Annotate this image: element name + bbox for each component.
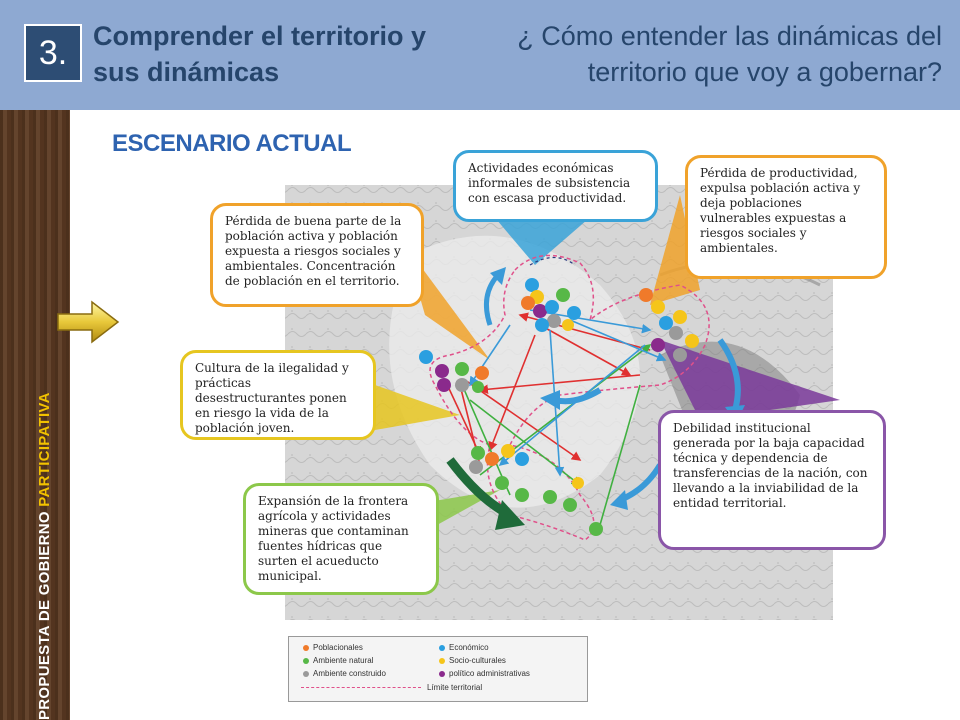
economic-dot [659, 316, 673, 330]
legend-boundary-line [301, 687, 421, 688]
sociocultural-dot [673, 310, 687, 324]
economic-dot [567, 306, 581, 320]
callout-illegality: Cultura de la ilegalidad y prácticas desestructurantes ponen en riesgo la vida de la población joven. [180, 350, 376, 440]
arrow-right-icon [58, 302, 118, 342]
sociocultural-dot [562, 319, 574, 331]
political-dot [533, 304, 547, 318]
economic-dot [419, 350, 433, 364]
legend-boundary [301, 683, 482, 692]
legend-label: Poblacionales [313, 643, 363, 652]
natural-dot [495, 476, 509, 490]
economic-dot [515, 452, 529, 466]
legend-label: Ambiente construido [313, 669, 386, 678]
callout-population-loss: Pérdida de buena parte de la población activa y población expuesta a riesgos sociales y ambientales. Concentración de población en el territorio. [210, 203, 424, 307]
natural-dot [471, 446, 485, 460]
sociocultural-dot [501, 444, 515, 458]
legend-label: Ambiente natural [313, 656, 374, 665]
legend-item-economic [439, 643, 489, 652]
callout-productivity-loss: Pérdida de productividad, expulsa población activa y deja poblaciones vulnerables expuestas a riesgos sociales y ambientales. [685, 155, 887, 279]
map-legend [288, 636, 588, 702]
populational-dot [639, 288, 653, 302]
populational-dot [475, 366, 489, 380]
section-heading: Comprender el territorio y sus dinámicas [93, 21, 427, 87]
sociocultural-dot [572, 477, 584, 489]
political-dot [651, 338, 665, 352]
legend-swatch [439, 645, 445, 651]
legend-swatch [439, 658, 445, 664]
legend-item-sociocultural [439, 656, 506, 665]
built-dot [455, 378, 469, 392]
sidebar-label-main: PROPUESTA DE GOBIERNO [36, 506, 53, 720]
natural-dot [589, 522, 603, 536]
economic-dot [545, 300, 559, 314]
economic-dot [525, 278, 539, 292]
legend-item-built [303, 669, 386, 678]
sociocultural-dot [651, 300, 665, 314]
economic-dot [535, 318, 549, 332]
political-dot [435, 364, 449, 378]
legend-label: Socio-culturales [449, 656, 506, 665]
legend-swatch [303, 671, 309, 677]
natural-dot [455, 362, 469, 376]
territory-diagram [180, 145, 890, 635]
legend-item-political [439, 669, 530, 678]
sidebar [0, 110, 70, 720]
next-arrow-button[interactable] [56, 298, 120, 346]
natural-dot [515, 488, 529, 502]
legend-swatch [439, 671, 445, 677]
legend-label: político administrativas [449, 669, 530, 678]
legend-item-natural [303, 656, 373, 665]
populational-dot [521, 296, 535, 310]
sidebar-label-highlight: PARTICIPATIVA [36, 392, 53, 507]
sociocultural-dot [685, 334, 699, 348]
header-bar [0, 0, 960, 110]
natural-dot [543, 490, 557, 504]
natural-dot [472, 381, 484, 393]
section-number: 3. [24, 24, 82, 82]
built-dot [669, 326, 683, 340]
natural-dot [563, 498, 577, 512]
legend-swatch [303, 658, 309, 664]
legend-boundary-label: Límite territorial [427, 683, 483, 692]
callout-institutional-weakness: Debilidad institucional generada por la baja capacidad técnica y dependencia de transferencias de la nación, con llevando a la inviabilidad de la entidad territorial. [658, 410, 886, 550]
populational-dot [485, 452, 499, 466]
scenario-title: ESCENARIO ACTUAL [112, 130, 352, 157]
built-dot [673, 348, 687, 362]
callout-frontier-expansion: Expansión de la frontera agrícola y actividades mineras que contaminan fuentes hídricas que surten el acueducto municipal. [243, 483, 439, 595]
legend-label: Económico [449, 643, 489, 652]
legend-swatch [303, 645, 309, 651]
natural-dot [556, 288, 570, 302]
callout-economic-activities: Actividades económicas informales de subsistencia con escasa productividad. [453, 150, 658, 222]
built-dot [469, 460, 483, 474]
sidebar-label [36, 392, 53, 720]
built-dot [547, 314, 561, 328]
section-question: ¿ Cómo entender las dinámicas del territorio que voy a gobernar? [517, 21, 942, 87]
political-dot [437, 378, 451, 392]
legend-item-populational [303, 643, 363, 652]
